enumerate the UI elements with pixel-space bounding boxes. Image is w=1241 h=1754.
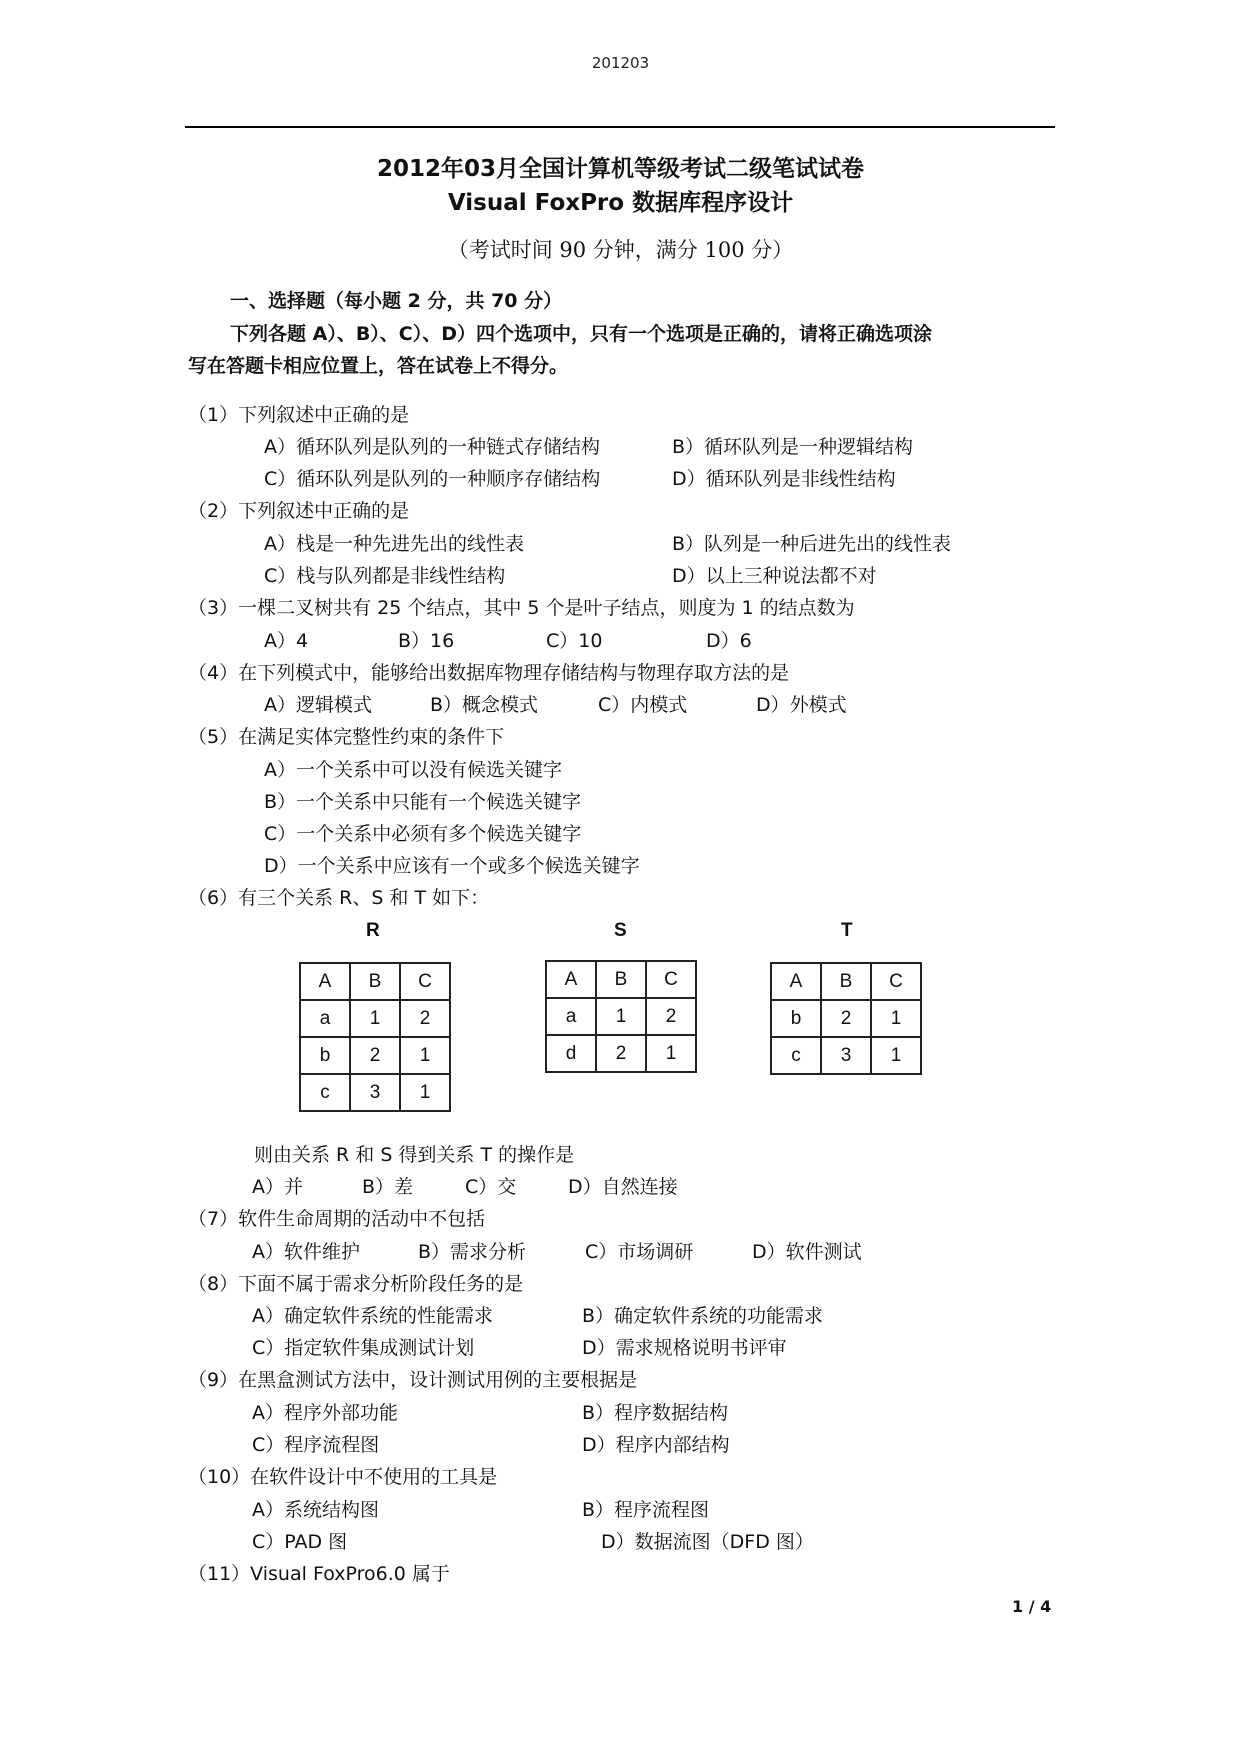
q5-option-b: B）一个关系中只能有一个候选关键字 [264,791,582,813]
table-row [300,963,450,1000]
instruction-line-2: 写在答题卡相应位置上，答在试卷上不得分。 [188,355,569,377]
q7-option-d: D）软件测试 [752,1241,862,1263]
q6-option-c: C）交 [465,1176,517,1198]
q3-option-d: D）6 [706,630,752,652]
q1-option-d: D）循环队列是非线性结构 [672,468,896,490]
q10-option-d: D）数据流图（DFD 图） [601,1531,814,1553]
page-number: 1 / 4 [1012,1597,1052,1616]
question-4-stem: （4）在下列模式中，能够给出数据库物理存储结构与物理存取方法的是 [188,662,790,684]
q4-option-a: A）逻辑模式 [264,694,372,716]
exam-subject: Visual FoxPro 数据库程序设计 [447,190,794,216]
table-row [546,1035,696,1072]
q3-option-b: B）16 [398,630,455,652]
relation-t-table [770,962,922,1075]
q7-option-a: A）软件维护 [252,1241,360,1263]
q9-option-d: D）程序内部结构 [582,1434,730,1456]
q2-option-d: D）以上三种说法都不对 [672,565,877,587]
table-row [546,961,696,998]
table-cell: 1 [596,998,646,1035]
q1-option-b: B）循环队列是一种逻辑结构 [672,436,914,458]
q1-option-c: C）循环队列是队列的一种顺序存储结构 [264,468,601,490]
table-row [546,998,696,1035]
table-row [771,1000,921,1037]
question-9-stem: （9）在黑盒测试方法中，设计测试用例的主要根据是 [188,1369,638,1391]
table-row [300,1000,450,1037]
section-heading: 一、选择题（每小题 2 分，共 70 分） [230,290,563,312]
q10-option-b: B）程序流程图 [582,1499,710,1521]
table-cell: B [350,963,400,1000]
q5-option-a: A）一个关系中可以没有候选关键字 [264,759,562,781]
table-cell: 2 [400,1000,450,1037]
table-cell: a [300,1000,350,1037]
exam-time-note: （考试时间 90 分钟，满分 100 分） [447,238,794,262]
table-cell: 2 [596,1035,646,1072]
table-row [300,1074,450,1111]
q2-option-c: C）栈与队列都是非线性结构 [264,565,506,587]
table-cell: b [771,1000,821,1037]
table-cell: 1 [871,1037,921,1074]
q2-option-a: A）栈是一种先进先出的线性表 [264,533,524,555]
table-cell: A [300,963,350,1000]
table-cell: C [400,963,450,1000]
table-cell: 1 [646,1035,696,1072]
q2-option-b: B）队列是一种后进先出的线性表 [672,533,952,555]
question-1-stem: （1）下列叙述中正确的是 [188,404,410,426]
table-cell: c [771,1037,821,1074]
q9-option-c: C）程序流程图 [252,1434,380,1456]
q4-option-b: B）概念模式 [430,694,539,716]
table-cell: A [771,963,821,1000]
question-10-stem: （10）在软件设计中不使用的工具是 [188,1466,498,1488]
q6-option-d: D）自然连接 [568,1176,678,1198]
q3-option-a: A）4 [264,630,309,652]
table-cell: 3 [821,1037,871,1074]
question-11-stem: （11）Visual FoxPro6.0 属于 [188,1563,450,1585]
q3-option-c: C）10 [546,630,603,652]
q6-option-b: B）差 [362,1176,414,1198]
q8-option-d: D）需求规格说明书评审 [582,1337,787,1359]
table-cell: C [646,961,696,998]
q5-option-d: D）一个关系中应该有一个或多个候选关键字 [264,855,640,877]
table-cell: b [300,1037,350,1074]
table-cell: 1 [350,1000,400,1037]
table-row [771,963,921,1000]
page-header-code: 201203 [591,54,650,72]
q4-option-c: C）内模式 [598,694,688,716]
table-cell: B [596,961,646,998]
exam-title: 2012年03月全国计算机等级考试二级笔试试卷 [376,156,865,182]
q9-option-b: B）程序数据结构 [582,1402,729,1424]
table-cell: 2 [350,1037,400,1074]
table-cell: 2 [821,1000,871,1037]
q10-option-c: C）PAD 图 [252,1531,348,1553]
instruction-line-1: 下列各题 A）、B）、C）、D）四个选项中，只有一个选项是正确的，请将正确选项涂 [230,323,933,345]
q1-option-a: A）循环队列是队列的一种链式存储结构 [264,436,600,458]
header-rule [185,126,1055,128]
question-6-stem: （6）有三个关系 R、S 和 T 如下： [188,887,490,909]
table-cell: 2 [646,998,696,1035]
table-cell: a [546,998,596,1035]
table-cell: C [871,963,921,1000]
table-cell: B [821,963,871,1000]
table-cell: d [546,1035,596,1072]
question-5-stem: （5）在满足实体完整性约束的条件下 [188,726,505,748]
relation-t-label: T [841,920,853,941]
q8-option-c: C）指定软件集成测试计划 [252,1337,475,1359]
table-cell: 1 [400,1074,450,1111]
relation-r-table [299,962,451,1112]
table-row [300,1037,450,1074]
question-7-stem: （7）软件生命周期的活动中不包括 [188,1208,486,1230]
q8-option-a: A）确定软件系统的性能需求 [252,1305,493,1327]
relation-r-label: R [366,920,380,941]
q5-option-c: C）一个关系中必须有多个候选关键字 [264,823,582,845]
q9-option-a: A）程序外部功能 [252,1402,398,1424]
q8-option-b: B）确定软件系统的功能需求 [582,1305,824,1327]
q10-option-a: A）系统结构图 [252,1499,379,1521]
table-cell: 3 [350,1074,400,1111]
table-cell: A [546,961,596,998]
question-3-stem: （3）一棵二叉树共有 25 个结点，其中 5 个是叶子结点，则度为 1 的结点数为 [188,597,855,619]
q6-option-a: A）并 [252,1176,303,1198]
q7-option-b: B）需求分析 [418,1241,527,1263]
table-cell: 1 [871,1000,921,1037]
q4-option-d: D）外模式 [756,694,847,716]
table-row [771,1037,921,1074]
q7-option-c: C）市场调研 [585,1241,694,1263]
question-6-sub-stem: 则由关系 R 和 S 得到关系 T 的操作是 [254,1144,575,1166]
table-cell: c [300,1074,350,1111]
relation-s-label: S [614,920,627,941]
question-2-stem: （2）下列叙述中正确的是 [188,500,410,522]
table-cell: 1 [400,1037,450,1074]
relation-s-table [545,960,697,1073]
question-8-stem: （8）下面不属于需求分析阶段任务的是 [188,1273,524,1295]
